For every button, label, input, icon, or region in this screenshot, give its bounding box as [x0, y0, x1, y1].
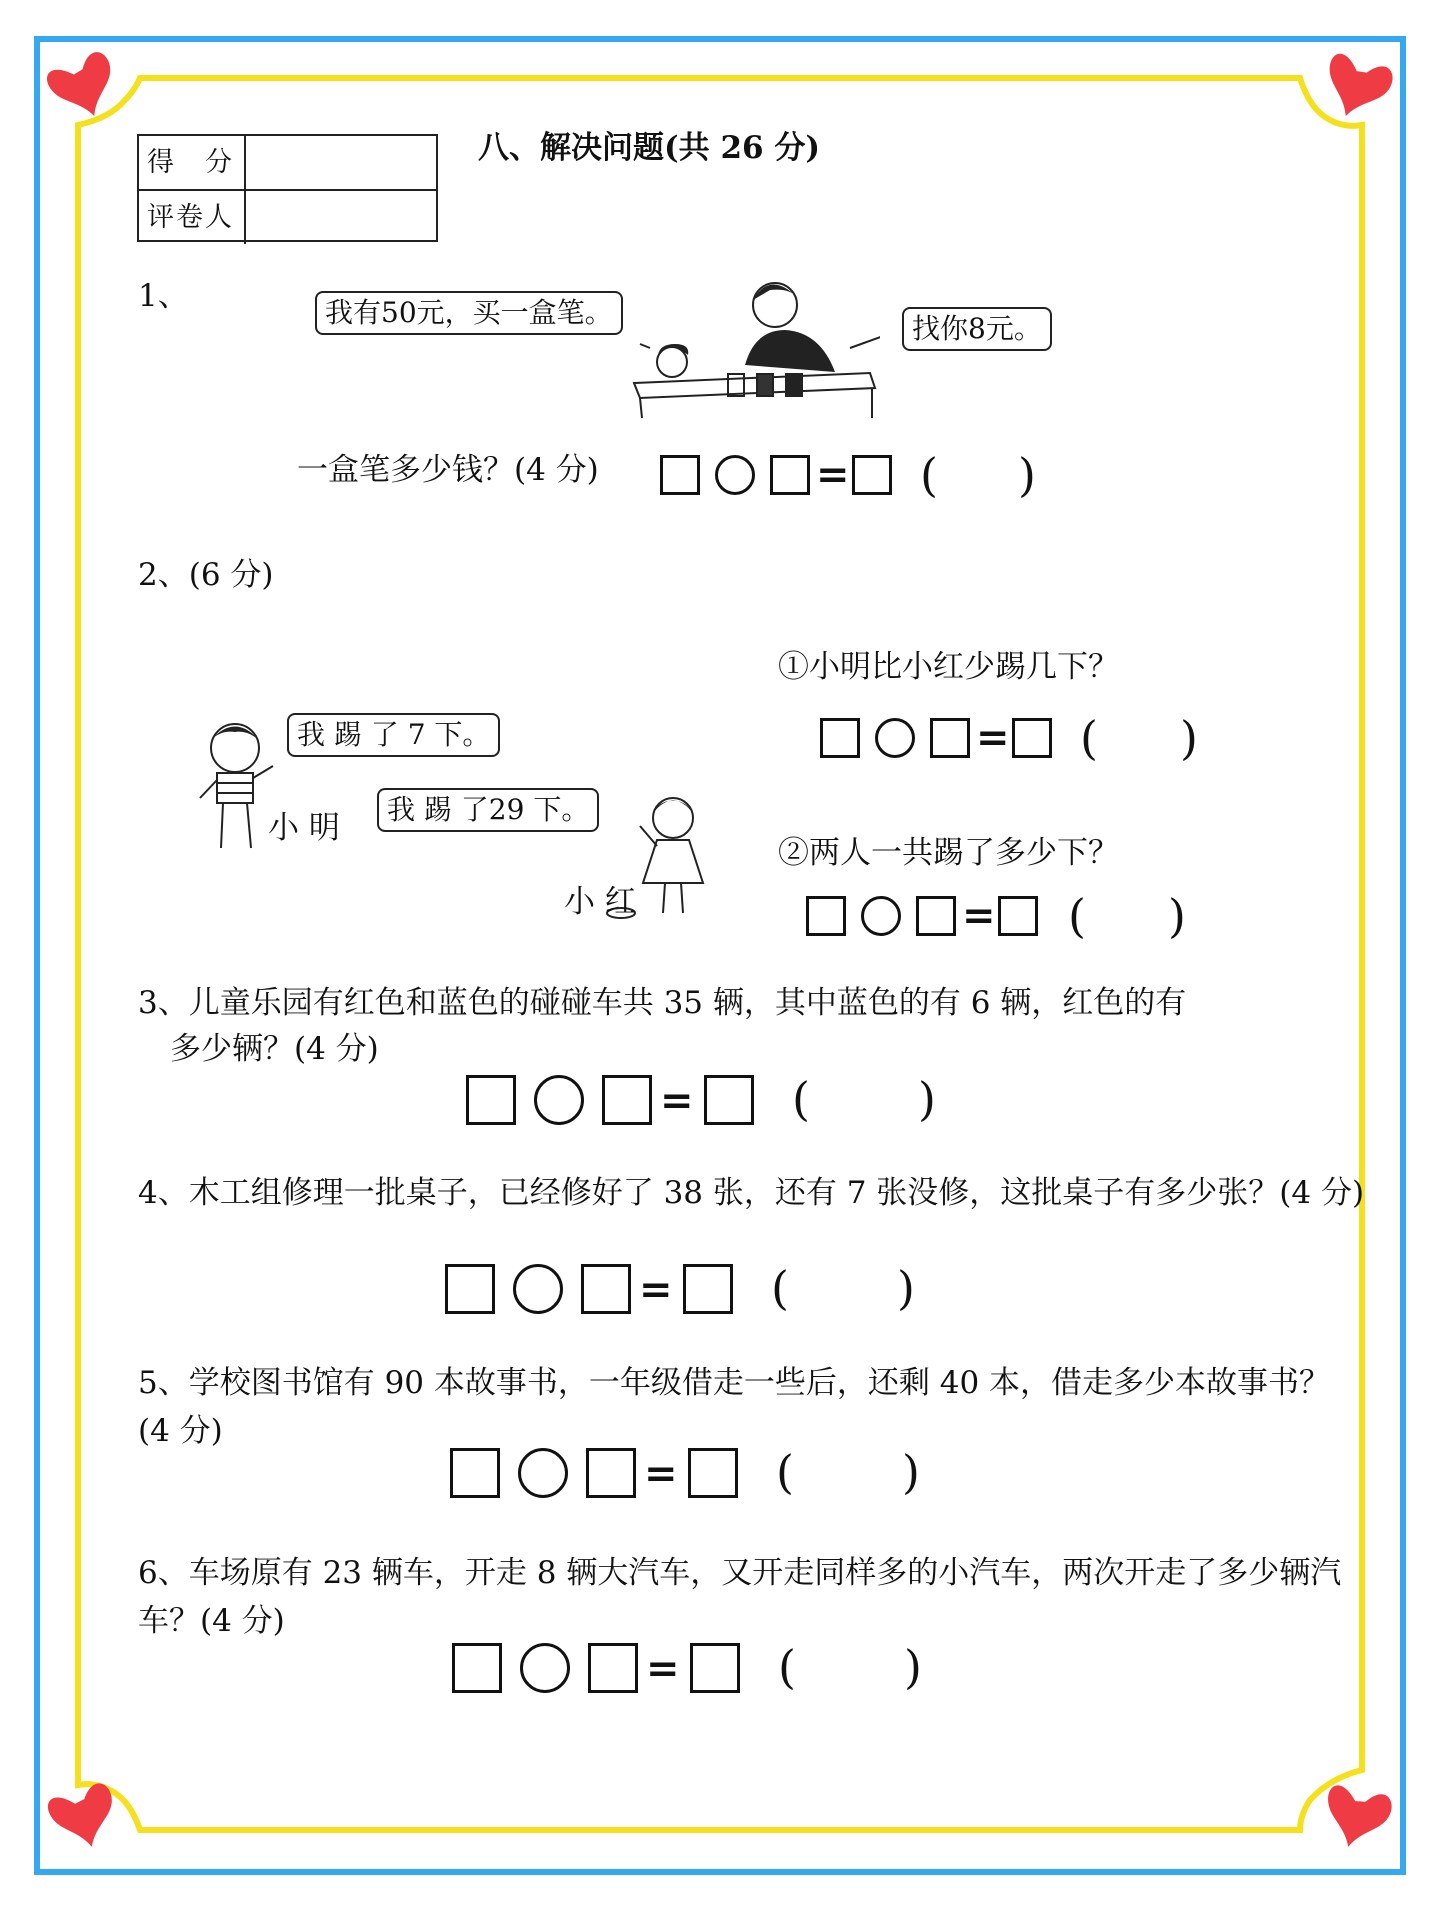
operator-circle[interactable] [715, 455, 755, 495]
answer-box[interactable] [683, 1264, 733, 1314]
q4-text-line-1: 4、木工组修理一批桌子，已经修好了 38 张，还有 7 张没修，这批桌子有多少张？(4 分) [138, 1175, 1365, 1211]
close-paren: ) [1018, 448, 1036, 502]
answer-box[interactable] [770, 455, 810, 495]
answer-box[interactable] [586, 1448, 636, 1498]
q2-sub-question-1: ①小明比小红少踢几下？ [778, 649, 1119, 685]
q2-speech-bubble-xiaoming: 我 踢 了 7 下。 [287, 713, 500, 757]
q1-speech-bubble-girl: 我有50元，买一盒笔。 [315, 291, 623, 335]
answer-box[interactable] [930, 718, 970, 758]
score-field[interactable] [247, 136, 436, 189]
answer-box[interactable] [916, 896, 956, 936]
heart-icon [1317, 1781, 1395, 1855]
close-paren: ) [918, 1072, 936, 1126]
equals-sign: = [962, 892, 996, 939]
q6-text-line-1: 6、车场原有 23 辆车，开走 8 辆大汽车，又开走同样多的小汽车，两次开走了多少辆汽 [138, 1555, 1342, 1591]
q4-equation [445, 1256, 925, 1316]
close-paren: ) [1180, 711, 1198, 765]
answer-box[interactable] [1012, 718, 1052, 758]
close-paren: ) [902, 1445, 920, 1499]
answer-box[interactable] [704, 1075, 754, 1125]
open-paren: ( [778, 1640, 796, 1694]
score-row [139, 136, 436, 189]
heart-icon [43, 49, 124, 127]
answer-box[interactable] [450, 1448, 500, 1498]
q5-equation [450, 1440, 930, 1500]
operator-circle[interactable] [534, 1075, 584, 1125]
answer-box[interactable] [452, 1643, 502, 1693]
equals-sign: = [644, 1450, 678, 1497]
q2-sub-question-2: ②两人一共踢了多少下？ [778, 835, 1119, 871]
close-paren: ) [897, 1261, 915, 1315]
close-paren: ) [1168, 889, 1186, 943]
operator-circle[interactable] [861, 896, 901, 936]
q1-shop-illustration [620, 270, 880, 420]
q2-number: 2、(6 分) [138, 557, 274, 593]
q3-equation [466, 1067, 946, 1127]
q1-question: 一盒笔多少钱？(4 分) [297, 452, 599, 488]
answer-box[interactable] [820, 718, 860, 758]
operator-circle[interactable] [875, 718, 915, 758]
answer-box[interactable] [660, 455, 700, 495]
equals-sign: = [976, 714, 1010, 761]
equals-sign: = [646, 1645, 680, 1692]
equals-sign: = [660, 1077, 694, 1124]
score-label: 得 分 [139, 136, 246, 189]
q3-text-line-1: 3、儿童乐园有红色和蓝色的碰碰车共 35 辆，其中蓝色的有 6 辆，红色的有 [138, 985, 1187, 1021]
answer-box[interactable] [445, 1264, 495, 1314]
q2-name-xiaohong: 小 红 [564, 884, 636, 920]
answer-box[interactable] [688, 1448, 738, 1498]
answer-box[interactable] [581, 1264, 631, 1314]
grader-label: 评卷人 [139, 191, 246, 244]
answer-box[interactable] [466, 1075, 516, 1125]
open-paren: ( [792, 1072, 810, 1126]
q1-speech-bubble-clerk: 找你8元。 [902, 307, 1052, 351]
equals-sign: = [816, 451, 850, 498]
answer-box[interactable] [602, 1075, 652, 1125]
close-paren: ) [904, 1640, 922, 1694]
q5-text-line-2: (4 分) [138, 1413, 223, 1449]
open-paren: ( [776, 1445, 794, 1499]
q1-number: 1、 [138, 278, 189, 314]
answer-box[interactable] [806, 896, 846, 936]
q2-equation-1 [820, 710, 1220, 770]
q1-equation [660, 447, 1060, 507]
answer-box[interactable] [852, 455, 892, 495]
open-paren: ( [771, 1261, 789, 1315]
section-title: 八、解决问题(共 26 分) [478, 130, 821, 166]
open-paren: ( [920, 448, 938, 502]
answer-box[interactable] [588, 1643, 638, 1693]
score-table [137, 134, 438, 242]
q5-text-line-1: 5、学校图书馆有 90 本故事书，一年级借走一些后，还剩 40 本，借走多少本故事书？ [138, 1365, 1331, 1401]
open-paren: ( [1080, 711, 1098, 765]
grader-field[interactable] [247, 191, 436, 244]
operator-circle[interactable] [518, 1448, 568, 1498]
answer-box[interactable] [690, 1643, 740, 1693]
operator-circle[interactable] [513, 1264, 563, 1314]
q6-equation [452, 1635, 932, 1695]
answer-box[interactable] [998, 896, 1038, 936]
equals-sign: = [639, 1266, 673, 1313]
open-paren: ( [1068, 889, 1086, 943]
operator-circle[interactable] [520, 1643, 570, 1693]
q2-name-xiaoming: 小 明 [268, 810, 340, 846]
grader-row [139, 189, 436, 244]
q2-equation-2 [806, 888, 1206, 948]
q6-text-line-2: 车？(4 分) [138, 1603, 285, 1639]
q2-speech-bubble-xiaohong: 我 踢 了29 下。 [377, 788, 599, 832]
q3-text-line-2: 多少辆？(4 分) [170, 1031, 379, 1067]
